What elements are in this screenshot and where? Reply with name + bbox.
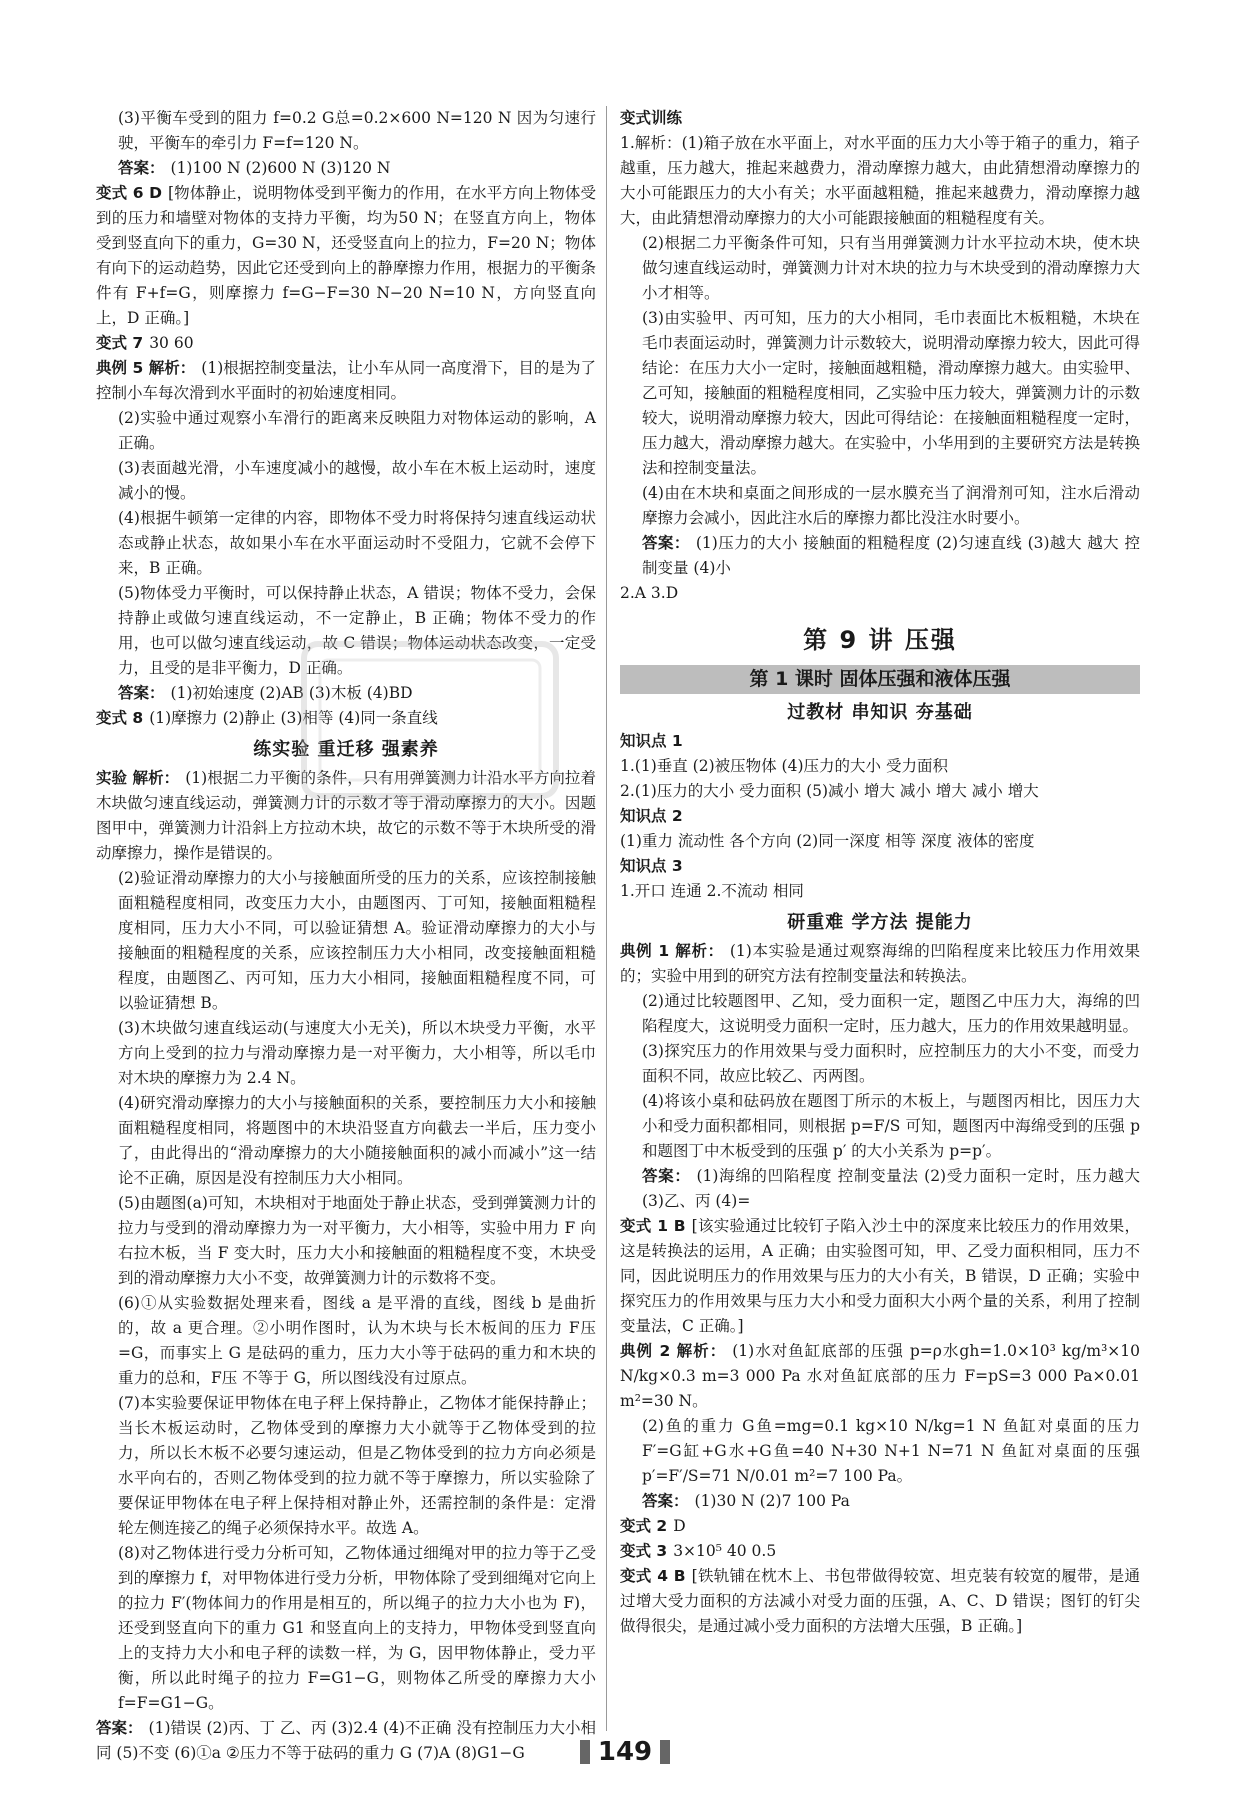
column-divider xyxy=(606,106,607,1731)
watermark-logo-icon xyxy=(300,640,560,800)
answer-paragraph xyxy=(96,1016,596,1091)
item-label: 变式 8 xyxy=(96,709,144,727)
item-label: 答案： xyxy=(642,1167,691,1185)
section-heading: 练实验 重迁移 强素养 xyxy=(253,739,439,760)
answer-paragraph xyxy=(620,939,1140,989)
item-text: (3)表面越光滑，小车速度减小的越慢，故小车在木板上运动时，速度减小的慢。 xyxy=(118,459,596,502)
item-text: (1)摩擦力 (2)静止 (3)相等 (4)同一条直线 xyxy=(149,709,438,727)
answer-paragraph xyxy=(620,306,1140,481)
item-label: 答案： xyxy=(642,1492,689,1510)
answer-paragraph xyxy=(96,866,596,1016)
item-text: [该实验通过比较钉子陷入沙土中的深度来比较压力的作用效果，这是转换法的运用，A 正确；由实验图可知，甲、乙受力面积相同，压力不同，因此说明压力的作用效果与压力的大小有关，B 错误，D 正确；实验中探究压力的作用效果与压力大小和受力面积大小两个量的关系，利用了控制变量法，C 正确。] xyxy=(620,1217,1140,1335)
item-text: (4)根据牛顿第一定律的内容，即物体不受力时将保持匀速直线运动状态或静止状态，故如果小车在水平面运动时不受阻力，它就不会停下来，B 正确。 xyxy=(118,509,596,577)
item-text: [物体静止，说明物体受到平衡力的作用，在水平方向上物体受到的压力和墙壁对物体的支持力平衡，均为50 N；在竖直方向上，物体受到竖直向下的重力，G=30 N，还受竖直向上的拉力，F=20 N；物体有向下的运动趋势，因此它还受到向上的静摩擦力作用，根据力的平衡条件有 F+f=G，则摩擦力 f=G−F=30 N−20 N=10 N，方向竖直向上，D 正确。] xyxy=(96,184,596,327)
answer-paragraph xyxy=(620,1039,1140,1089)
item-text: 1.开口 连通 2.不流动 相同 xyxy=(620,882,804,900)
answer-paragraph xyxy=(620,754,1140,779)
lesson-title-bar: 第 1 课时 固体压强和液体压强 xyxy=(620,665,1140,694)
item-text: (1)海绵的凹陷程度 控制变量法 (2)受力面积一定时，压力越大 (3)乙、丙 (4)= xyxy=(642,1167,1140,1210)
answer-paragraph xyxy=(96,106,596,156)
item-label: 变式 6 D xyxy=(96,184,162,202)
item-label: 变式 3 xyxy=(620,1542,668,1560)
item-label: 典例 2 解析： xyxy=(620,1342,727,1360)
item-text: 2.(1)压力的大小 受力面积 (5)减小 增大 减小 增大 减小 增大 xyxy=(620,782,1039,800)
answer-paragraph xyxy=(620,1214,1140,1339)
item-text: (3)平衡车受到的阻力 f=0.2 G总=0.2×600 N=120 N 因为匀速行驶，平衡车的牵引力 F=f=120 N。 xyxy=(118,109,596,152)
item-text: (1)根据控制变量法，让小车从同一高度滑下，目的是为了控制小车每次滑到水平面时的初始速度相同。 xyxy=(96,359,596,402)
page-bar-left-icon xyxy=(580,1740,590,1764)
item-text: (3)由实验甲、丙可知，压力的大小相同，毛巾表面比木板粗糙，木块在毛巾表面运动时，弹簧测力计示数较大，说明滑动摩擦力较大，因此可得结论：在压力大小一定时，接触面越粗糙，滑动摩擦力越大。由实验甲、乙可知，接触面的粗糙程度相同，乙实验中压力较大，弹簧测力计的示数较大，说明滑动摩擦力较大，因此可得结论：在接触面粗糙程度一定时，压力越大，滑动摩擦力越大。在实验中，小华用到的主要研究方法是转换法和控制变量法。 xyxy=(642,309,1140,477)
item-label: 答案： xyxy=(96,1719,143,1737)
chapter-title: 第 9 讲 压强 xyxy=(803,626,957,654)
item-text: (1)重力 流动性 各个方向 (2)同一深度 相等 深度 液体的密度 xyxy=(620,832,1035,850)
item-text: (1)错误 (2)丙、丁 乙、丙 (3)2.4 (4)不正确 没有控制压力大小相同 (5)不变 (6)①a ②压力不等于砝码的重力 G (7)A (8)G1−G xyxy=(96,1719,596,1762)
item-text: (2)根据二力平衡条件可知，只有当用弹簧测力计水平拉动木块，使木块做匀速直线运动时，弹簧测力计对木块的拉力与木块受到的滑动摩擦力大小才相等。 xyxy=(642,234,1140,302)
item-text: (4)研究滑动摩擦力的大小与接触面积的关系，要控制压力大小和接触面粗糙程度相同，将题图中的木块沿竖直方向截去一半后，压力变小了，由此得出的“滑动摩擦力的大小随接触面积的减小而减小”这一结论不正确，原因是没有控制压力大小相同。 xyxy=(118,1094,596,1187)
subsection-heading: 知识点 3 xyxy=(620,857,683,875)
left-column xyxy=(96,106,596,1766)
item-label: 典例 1 解析： xyxy=(620,942,724,960)
item-text: [铁轨铺在枕木上、书包带做得较宽、坦克装有较宽的履带，是通过增大受力面积的方法减小对受力面的压强，A、C、D 错误；图钉的钉尖做得很尖，是通过减小受力面积的方法增大压强，B 正确。] xyxy=(620,1567,1140,1635)
answer-paragraph xyxy=(96,1291,596,1391)
answer-paragraph xyxy=(96,1716,596,1766)
item-text: (1)水对鱼缸底部的压强 p=ρ水gh=1.0×10³ kg/m³×10 N/kg×0.3 m=3 000 Pa 水对鱼缸底部的压力 F=pS=3 000 Pa×0.01 m²=30 N。 xyxy=(620,1342,1140,1410)
item-text: (2)鱼的重力 G鱼=mg=0.1 kg×10 N/kg=1 N 鱼缸对桌面的压力 F′=G缸+G水+G鱼=40 N+30 N+1 N=71 N 鱼缸对桌面的压强 p′=F′/S=71 N/0.01 m²=7 100 Pa。 xyxy=(642,1417,1140,1485)
answer-paragraph xyxy=(620,1089,1140,1164)
answer-paragraph xyxy=(620,1339,1140,1414)
item-text: (4)将该小桌和砝码放在题图丁所示的木板上，与题图丙相比，因压力大小和受力面积都相同，则根据 p=F/S 可知，题图丙中海绵受到的压强 p 和题图丁中木板受到的压强 p′ 的大小关系为 p=p′。 xyxy=(642,1092,1140,1160)
section-heading: 研重难 学方法 提能力 xyxy=(787,912,973,933)
item-text: (1)压力的大小 接触面的粗糙程度 (2)匀速直线 (3)越大 越大 控制变量 (4)小 xyxy=(642,534,1140,577)
answer-paragraph xyxy=(96,331,596,356)
subsection-heading: 知识点 2 xyxy=(620,807,683,825)
item-label: 变式 4 B xyxy=(620,1567,686,1585)
right-column xyxy=(620,106,1140,1639)
answer-paragraph xyxy=(96,181,596,331)
item-label: 答案： xyxy=(118,684,165,702)
item-text: (5)由题图(a)可知，木块相对于地面处于静止状态，受到弹簧测力计的拉力与受到的滑动摩擦力为一对平衡力，大小相等，实验中用力 F 向右拉木板，当 F 变大时，压力大小和接触面的粗糙程度不变，木块受到的滑动摩擦力大小不变，故弹簧测力计的示数将不变。 xyxy=(118,1194,596,1287)
answer-paragraph xyxy=(96,1091,596,1191)
subsection-heading: 变式训练 xyxy=(620,109,683,127)
item-text: (2)实验中通过观察小车滑行的距离来反映阻力对物体运动的影响，A 正确。 xyxy=(118,409,596,452)
item-label: 典例 5 解析： xyxy=(96,359,196,377)
answer-paragraph xyxy=(620,531,1140,581)
item-text: 3×10⁵ 40 0.5 xyxy=(673,1542,777,1560)
answer-paragraph xyxy=(96,406,596,456)
item-text: (4)由在木块和桌面之间形成的一层水膜充当了润滑剂可知，注水后滑动摩擦力会减小，因此注水后的摩擦力都比没注水时要小。 xyxy=(642,484,1140,527)
item-label: 变式 7 xyxy=(96,334,144,352)
answer-paragraph xyxy=(96,356,596,406)
item-text: (6)①从实验数据处理来看，图线 a 是平滑的直线，图线 b 是曲折的，故 a 更合理。②小明作图时，认为木块与长木板间的压力 F压=G，而事实上 G 是砝码的重力，压力大小等于砝码的重力和木块的重力的总和，F压 不等于 G，所以图线没有过原点。 xyxy=(118,1294,596,1387)
answer-paragraph xyxy=(96,1541,596,1716)
answer-paragraph xyxy=(620,1514,1140,1539)
page-number-text: 149 xyxy=(597,1736,653,1767)
answer-paragraph xyxy=(620,879,1140,904)
item-text: (3)探究压力的作用效果与受力面积时，应控制压力的大小不变，而受力面积不同，故应比较乙、丙两图。 xyxy=(642,1042,1140,1085)
item-text: (1)根据二力平衡的条件，只有用弹簧测力计沿水平方向拉着木块做匀速直线运动，弹簧测力计的示数才等于滑动摩擦力的大小。因题图甲中，弹簧测力计沿斜上方拉动木块，故它的示数不等于木块所受的滑动摩擦力，操作是错误的。 xyxy=(96,769,596,862)
answer-paragraph xyxy=(96,1391,596,1541)
answer-paragraph xyxy=(620,1564,1140,1639)
item-text: (1)初始速度 (2)AB (3)木板 (4)BD xyxy=(170,684,413,702)
answer-paragraph xyxy=(96,1191,596,1291)
item-text: (2)通过比较题图甲、乙知，受力面积一定，题图乙中压力大，海绵的凹陷程度大，这说明受力面积一定时，压力越大，压力的作用效果越明显。 xyxy=(642,992,1140,1035)
item-label: 实验 解析： xyxy=(96,769,180,787)
item-text: (3)木块做匀速直线运动(与速度大小无关)，所以木块受力平衡，水平方向上受到的拉力与滑动摩擦力是一对平衡力，大小相等，所以毛巾对木块的摩擦力为 2.4 N。 xyxy=(118,1019,596,1087)
item-text: 30 60 xyxy=(149,334,194,352)
item-label: 变式 2 xyxy=(620,1517,668,1535)
answer-paragraph xyxy=(620,829,1140,854)
item-text: 1.解析：(1)箱子放在水平面上，对水平面的压力大小等于箱子的重力，箱子越重，压力越大，推起来越费力，滑动摩擦力越大，由此猜想滑动摩擦力的大小可能跟压力的大小有关；水平面越粗糙，推起来越费力，滑动摩擦力越大，由此猜想滑动摩擦力的大小可能跟接触面的粗糙程度有关。 xyxy=(620,134,1140,227)
watermark-stamp xyxy=(300,640,560,800)
item-text: (1)30 N (2)7 100 Pa xyxy=(694,1492,850,1510)
answer-paragraph xyxy=(620,779,1140,804)
item-text: (1)本实验是通过观察海绵的凹陷程度来比较压力作用效果的；实验中用到的研究方法有控制变量法和转换法。 xyxy=(620,942,1140,985)
item-text: 2.A 3.D xyxy=(620,584,679,602)
answer-paragraph xyxy=(620,581,1140,606)
answer-paragraph xyxy=(620,1414,1140,1489)
answer-paragraph xyxy=(96,506,596,581)
answer-paragraph xyxy=(96,456,596,506)
item-text: 1.(1)垂直 (2)被压物体 (4)压力的大小 受力面积 xyxy=(620,757,948,775)
answer-paragraph xyxy=(620,1539,1140,1564)
item-text: (7)本实验要保证甲物体在电子秤上保持静止，乙物体才能保持静止；当长木板运动时，乙物体受到的摩擦力大小就等于乙物体受到的拉力，所以长木板不必要匀速运动，但是乙物体受到的拉力方向必须是水平向右的，否则乙物体受到的拉力就不等于摩擦力，所以实验除了要保证甲物体在电子秤上保持相对静止外，还需控制的条件是：定滑轮左侧连接乙的绳子必须保持水平。故选 A。 xyxy=(118,1394,596,1537)
subsection-heading: 知识点 1 xyxy=(620,732,683,750)
item-label: 变式 1 B xyxy=(620,1217,686,1235)
page-number xyxy=(560,1732,690,1772)
page-bar-right-icon xyxy=(660,1740,670,1764)
answer-paragraph xyxy=(620,231,1140,306)
item-text: D xyxy=(673,1517,686,1535)
item-text: (5)物体受力平衡时，可以保持静止状态，A 错误；物体不受力，会保持静止或做匀速直线运动，不一定静止，B 正确；物体不受力的作用，也可以做匀速直线运动，故 C 错误；物体运动状态改变，一定受力，且受的是非平衡力，D 正确。 xyxy=(118,584,596,677)
answer-paragraph xyxy=(620,1489,1140,1514)
item-text: (2)验证滑动摩擦力的大小与接触面所受的压力的关系，应该控制接触面粗糙程度相同，改变压力大小，由题图丙、丁可知，接触面粗糙程度相同，压力大小不同，可以验证猜想 A。验证滑动摩擦力的大小与接触面的粗糙程度的关系，应该控制压力大小相同，改变接触面粗糙程度，由题图乙、丙可知，压力大小相同，接触面粗糙程度不同，可以验证猜想 B。 xyxy=(118,869,596,1012)
answer-paragraph xyxy=(620,131,1140,231)
item-text: (1)100 N (2)600 N (3)120 N xyxy=(170,159,391,177)
item-label: 答案： xyxy=(118,159,165,177)
item-text: (8)对乙物体进行受力分析可知，乙物体通过细绳对甲的拉力等于乙受到的摩擦力 f，对甲物体进行受力分析，甲物体除了受到细绳对它向上的拉力 F′(物体间力的作用是相互的，所以绳子的拉力大小也为 F)，还受到竖直向下的重力 G1 和竖直向上的支持力，甲物体受到竖直向上的支持力大小和电子秤的读数一样，为 G，因甲物体静止，受力平衡，所以此时绳子的拉力 F=G1−G，则物体乙所受的摩擦力大小 f=F=G1−G。 xyxy=(118,1544,596,1712)
answer-paragraph xyxy=(620,1164,1140,1214)
answer-paragraph xyxy=(96,156,596,181)
answer-paragraph xyxy=(620,989,1140,1039)
section-heading: 过教材 串知识 夯基础 xyxy=(787,702,973,723)
item-label: 答案： xyxy=(642,534,690,552)
answer-paragraph xyxy=(620,481,1140,531)
